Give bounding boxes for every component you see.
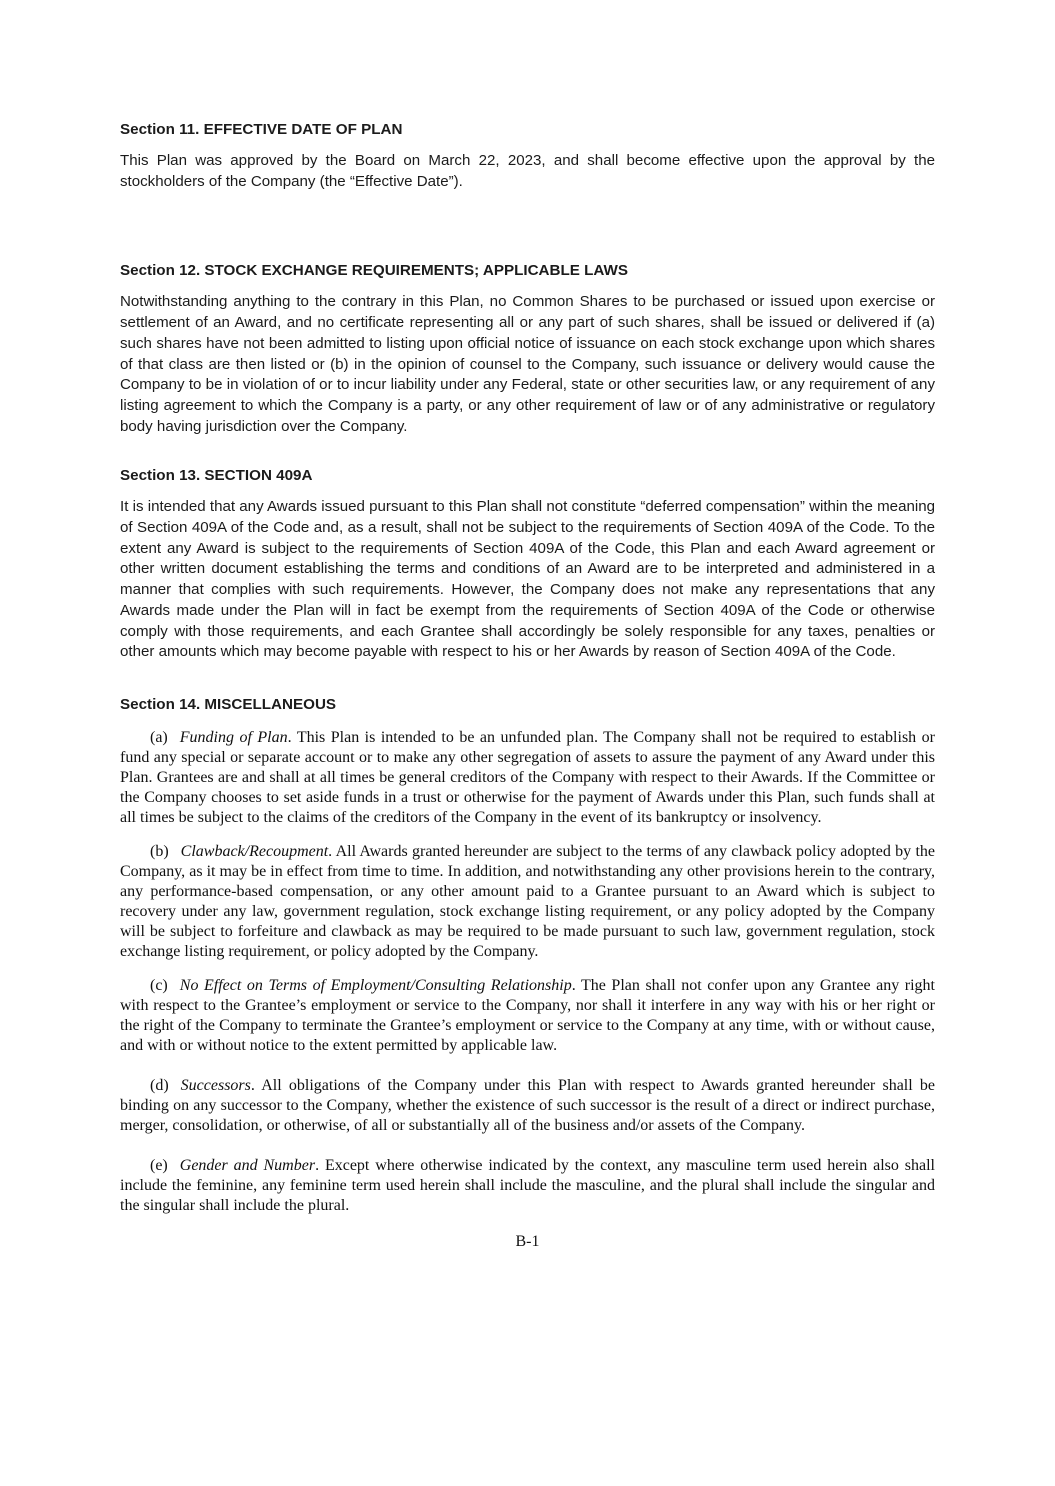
misc-subsection-e bbox=[120, 1156, 935, 1216]
section-13-heading: Section 13. SECTION 409A bbox=[120, 467, 313, 485]
misc-subsection-c bbox=[120, 976, 935, 1056]
section-13-paragraph: It is intended that any Awards issued pursuant to this Plan shall not constitute “deferred compensation” within the meaning of Section 409A of the Code and, as a result, shall not be subject to the requirements of Section 409A of the Code. To the extent any Award is subject to the requirements of Section 409A of the Code, this Plan and each Award agreement or other written document establishing the terms and conditions of an Award are to be interpreted and administered in a manner that complies with such requirements. However, the Company does not make any representations that any Awards made under the Plan will in fact be exempt from the requirements of Section 409A of the Code or otherwise comply with those requirements, and each Grantee shall accordingly be solely responsible for any taxes, penalties or other amounts which may become payable with respect to his or her Awards by reason of Section 409A of the Code. bbox=[120, 498, 935, 661]
subsection-d-title: Successors bbox=[180, 1076, 251, 1094]
subsection-b-label: (b) bbox=[150, 842, 169, 860]
section-14-heading: Section 14. MISCELLANEOUS bbox=[120, 695, 337, 713]
subsection-d-text: . All obligations of the Company under this Plan with respect to Awards granted hereunder shall be binding on any successor to the Company, whether the existence of such successor is the result of a direct or indirect purchase, merger, consolidation, or otherwise, of all or substantially all of the business and/or assets of the Company. bbox=[120, 1076, 935, 1134]
page-number: B-1 bbox=[515, 1232, 540, 1250]
subsection-b-title: Clawback/Recoupment bbox=[180, 842, 329, 860]
section-12-paragraph: Notwithstanding anything to the contrary in this Plan, no Common Shares to be purchased or issued upon exercise or settlement of an Award, and no certificate representing all or any part of such shares, shall be issued or delivered if (a) such shares have not been admitted to listing upon official notice of issuance on each stock exchange upon which shares of that class are then listed or (b) in the opinion of counsel to the Company, such issuance or delivery would cause the Company to be in violation of or to incur liability under any Federal, state or other securities law, or any requirement of any listing agreement to which the Company is a party, or any other requirement of law or of any administrative or regulatory body having jurisdiction over the Company. bbox=[120, 293, 935, 435]
misc-subsection-d bbox=[120, 1076, 935, 1136]
subsection-a-label: (a) bbox=[150, 728, 168, 746]
subsection-a-title: Funding of Plan bbox=[179, 728, 288, 746]
misc-subsection-b bbox=[120, 842, 935, 962]
subsection-c-text: . The Plan shall not confer upon any Grantee any right with respect to the Grantee’s employment or service to the Company, nor shall it interfere in any way with his or her right or the right of the Company to terminate the Grantee’s employment or service to the Company at any time, with or without cause, and with or without notice to the extent permitted by applicable law. bbox=[120, 976, 936, 1054]
section-11-paragraph: This Plan was approved by the Board on March 22, 2023, and shall become effective upon the approval by the stockholders of the Company (the “Effective Date”). bbox=[120, 152, 935, 190]
section-11-heading: Section 11. EFFECTIVE DATE OF PLAN bbox=[120, 121, 403, 138]
subsection-a-text: . This Plan is intended to be an unfunded plan. The Company shall not be required to establish or fund any special or separate account or to make any other segregation of assets to assure the payment of any Award under this Plan. Grantees are and shall at all times be general creditors of the Company with respect to their Awards. If the Committee or the Company chooses to set aside funds in a trust or otherwise for the payment of Awards under this Plan, such funds shall at all times be subject to the claims of the creditors of the Company in the event of its bankruptcy or insolvency. bbox=[120, 728, 935, 826]
misc-subsection-a bbox=[120, 728, 935, 828]
subsection-e-text: . Except where otherwise indicated by the context, any masculine term used herein also shall include the feminine, any feminine term used herein shall include the masculine, and the plural shall include the singular and the singular shall include the plural. bbox=[120, 1156, 936, 1214]
subsection-e-title: Gender and Number bbox=[179, 1156, 316, 1174]
subsection-b-text: . All Awards granted hereunder are subject to the terms of any clawback policy adopted by the Company, as it may be in effect from time to time. In addition, and notwithstanding any other provisions herein to the contrary, any performance-based compensation, or any other amount paid to a Grantee pursuant to an Award which is subject to recovery under any law, government regulation, stock exchange listing requirement, or any policy adopted by the Company will be subject to forfeiture and clawback as may be required to be made pursuant to such law, government regulation, stock exchange listing requirement, or policy adopted by the Company. bbox=[120, 842, 935, 960]
section-12-heading: Section 12. STOCK EXCHANGE REQUIREMENTS; APPLICABLE LAWS bbox=[120, 262, 628, 280]
subsection-c-title: No Effect on Terms of Employment/Consulting Relationship bbox=[179, 976, 572, 994]
subsection-d-label: (d) bbox=[150, 1076, 169, 1094]
subsection-c-label: (c) bbox=[150, 976, 168, 994]
subsection-e-label: (e) bbox=[150, 1156, 168, 1174]
document-page bbox=[0, 121, 1055, 1486]
